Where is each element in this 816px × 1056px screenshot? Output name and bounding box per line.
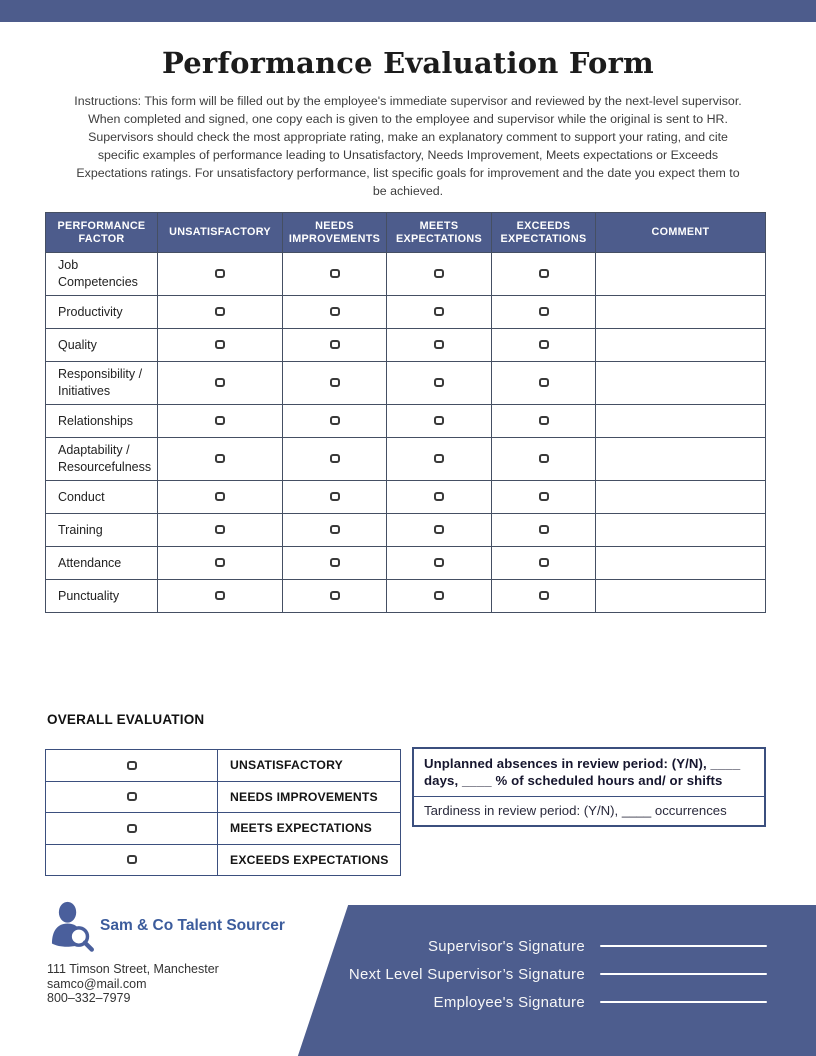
radio-meets-expectations[interactable]: [434, 492, 444, 501]
factor-label: Relationships: [46, 405, 158, 438]
radio-overall-needs-improvements[interactable]: [127, 792, 137, 801]
radio-needs-improvements[interactable]: [330, 591, 340, 600]
radio-unsatisfactory[interactable]: [215, 269, 225, 278]
overall-option-label: NEEDS IMPROVEMENTS: [218, 781, 401, 813]
radio-unsatisfactory[interactable]: [215, 492, 225, 501]
table-row: [46, 329, 766, 362]
table-row: [46, 253, 766, 296]
comment-cell[interactable]: [596, 438, 766, 481]
table-row: [46, 514, 766, 547]
overall-row: [46, 750, 401, 782]
overall-evaluation-heading: OVERALL EVALUATION: [47, 712, 205, 727]
next-level-supervisor-signature-label: Next Level Supervisor’s Signature: [348, 965, 585, 983]
table-row: [46, 547, 766, 580]
header-meets-expectations: MEETS EXPECTATIONS: [387, 213, 492, 253]
radio-meets-expectations[interactable]: [434, 416, 444, 425]
radio-exceeds-expectations[interactable]: [539, 269, 549, 278]
radio-overall-unsatisfactory[interactable]: [127, 761, 137, 770]
factor-label: Punctuality: [46, 580, 158, 613]
overall-row: [46, 813, 401, 845]
radio-exceeds-expectations[interactable]: [539, 558, 549, 567]
factor-label: Adaptability / Resourcefulness: [46, 438, 158, 481]
radio-unsatisfactory[interactable]: [215, 307, 225, 316]
radio-needs-improvements[interactable]: [330, 416, 340, 425]
company-name: Sam & Co Talent Sourcer: [100, 917, 285, 934]
comment-cell[interactable]: [596, 481, 766, 514]
table-row: [46, 438, 766, 481]
comment-cell[interactable]: [596, 329, 766, 362]
address-street: 111 Timson Street, Manchester: [47, 962, 219, 976]
next-level-supervisor-signature-line[interactable]: [600, 973, 767, 975]
next-level-supervisor-signature-row: [296, 962, 816, 986]
header-exceeds-expectations: EXCEEDS EXPECTATIONS: [492, 213, 596, 253]
radio-needs-improvements[interactable]: [330, 454, 340, 463]
address-email: samco@mail.com: [47, 976, 147, 991]
radio-needs-improvements[interactable]: [330, 525, 340, 534]
factor-label: Attendance: [46, 547, 158, 580]
radio-needs-improvements[interactable]: [330, 269, 340, 278]
radio-overall-exceeds-expectations[interactable]: [127, 855, 137, 864]
header-needs-improvements: NEEDS IMPROVEMENTS: [283, 213, 387, 253]
overall-row: [46, 844, 401, 876]
supervisor-signature-line[interactable]: [600, 945, 767, 947]
radio-exceeds-expectations[interactable]: [539, 492, 549, 501]
radio-exceeds-expectations[interactable]: [539, 378, 549, 387]
factor-label: Productivity: [46, 296, 158, 329]
absence-box: [412, 747, 766, 827]
radio-meets-expectations[interactable]: [434, 378, 444, 387]
factor-label: Conduct: [46, 481, 158, 514]
factor-label: Quality: [46, 329, 158, 362]
factor-label: Training: [46, 514, 158, 547]
radio-needs-improvements[interactable]: [330, 307, 340, 316]
header-unsatisfactory: UNSATISFACTORY: [158, 213, 283, 253]
radio-exceeds-expectations[interactable]: [539, 307, 549, 316]
table-row: [46, 296, 766, 329]
radio-needs-improvements[interactable]: [330, 340, 340, 349]
comment-cell[interactable]: [596, 405, 766, 438]
header-comment: COMMENT: [596, 213, 766, 253]
radio-needs-improvements[interactable]: [330, 558, 340, 567]
talent-sourcer-logo-icon: [45, 901, 97, 953]
radio-unsatisfactory[interactable]: [215, 416, 225, 425]
table-row: [46, 362, 766, 405]
instructions-text: Instructions: This form will be filled out by the employee's immediate supervisor and reviewed by the next-level supervisor. When completed and signed, one copy each is given to the employee and supervisor while the original is sent to HR. Supervisors should check the most appropriate rating, make an explanatory comment to support your rating, and cite specific examples of performance leading to Unsatisfactory, Needs Improvement, Meets expectations or Exceeds Expectations ratings. For unsatisfactory performance, list specific goals for improvement and the date you expect them to be achieved.: [74, 94, 742, 198]
comment-cell[interactable]: [596, 362, 766, 405]
supervisor-signature-label: Supervisor's Signature: [427, 937, 585, 955]
table-row: [46, 481, 766, 514]
top-accent-bar: [0, 0, 816, 22]
comment-cell[interactable]: [596, 514, 766, 547]
overall-option-label: EXCEEDS EXPECTATIONS: [218, 844, 401, 876]
radio-meets-expectations[interactable]: [434, 307, 444, 316]
overall-option-label: UNSATISFACTORY: [218, 750, 401, 782]
tardiness-field[interactable]: Tardiness in review period: (Y/N), ____ occurrences: [424, 803, 727, 818]
radio-unsatisfactory[interactable]: [215, 525, 225, 534]
factor-label: Job Competencies: [46, 253, 158, 296]
unplanned-absences-field[interactable]: Unplanned absences in review period: (Y/N), ____ days, ____ % of scheduled hours and/ or shifts: [414, 749, 764, 797]
page-title: Performance Evaluation Form: [162, 46, 654, 80]
employee-signature-label: Employee's Signature: [433, 993, 585, 1011]
table-row: [46, 580, 766, 613]
header-performance-factor: PERFORMANCE FACTOR: [46, 213, 158, 253]
performance-evaluation-table: [45, 212, 766, 613]
comment-cell[interactable]: [596, 580, 766, 613]
comment-cell[interactable]: [596, 296, 766, 329]
radio-meets-expectations[interactable]: [434, 454, 444, 463]
radio-needs-improvements[interactable]: [330, 492, 340, 501]
factor-label: Responsibility / Initiatives: [46, 362, 158, 405]
comment-cell[interactable]: [596, 547, 766, 580]
employee-signature-line[interactable]: [600, 1001, 767, 1003]
employee-signature-row: [296, 990, 816, 1014]
radio-exceeds-expectations[interactable]: [539, 416, 549, 425]
radio-meets-expectations[interactable]: [434, 269, 444, 278]
overall-option-label: MEETS EXPECTATIONS: [218, 813, 401, 845]
radio-overall-meets-expectations[interactable]: [127, 824, 137, 833]
supervisor-signature-row: [296, 934, 816, 958]
radio-unsatisfactory[interactable]: [215, 378, 225, 387]
radio-unsatisfactory[interactable]: [215, 558, 225, 567]
radio-meets-expectations[interactable]: [434, 525, 444, 534]
address-phone: 800–332–7979: [47, 991, 131, 1005]
radio-exceeds-expectations[interactable]: [539, 340, 549, 349]
radio-exceeds-expectations[interactable]: [539, 591, 549, 600]
radio-unsatisfactory[interactable]: [215, 454, 225, 463]
overall-row: [46, 781, 401, 813]
radio-needs-improvements[interactable]: [330, 378, 340, 387]
radio-exceeds-expectations[interactable]: [539, 525, 549, 534]
table-header-row: [46, 213, 766, 253]
overall-evaluation-table: [45, 749, 401, 876]
radio-meets-expectations[interactable]: [434, 558, 444, 567]
radio-meets-expectations[interactable]: [434, 340, 444, 349]
radio-unsatisfactory[interactable]: [215, 591, 225, 600]
table-row: [46, 405, 766, 438]
radio-unsatisfactory[interactable]: [215, 340, 225, 349]
radio-meets-expectations[interactable]: [434, 591, 444, 600]
company-address: [47, 962, 307, 1006]
radio-exceeds-expectations[interactable]: [539, 454, 549, 463]
comment-cell[interactable]: [596, 253, 766, 296]
